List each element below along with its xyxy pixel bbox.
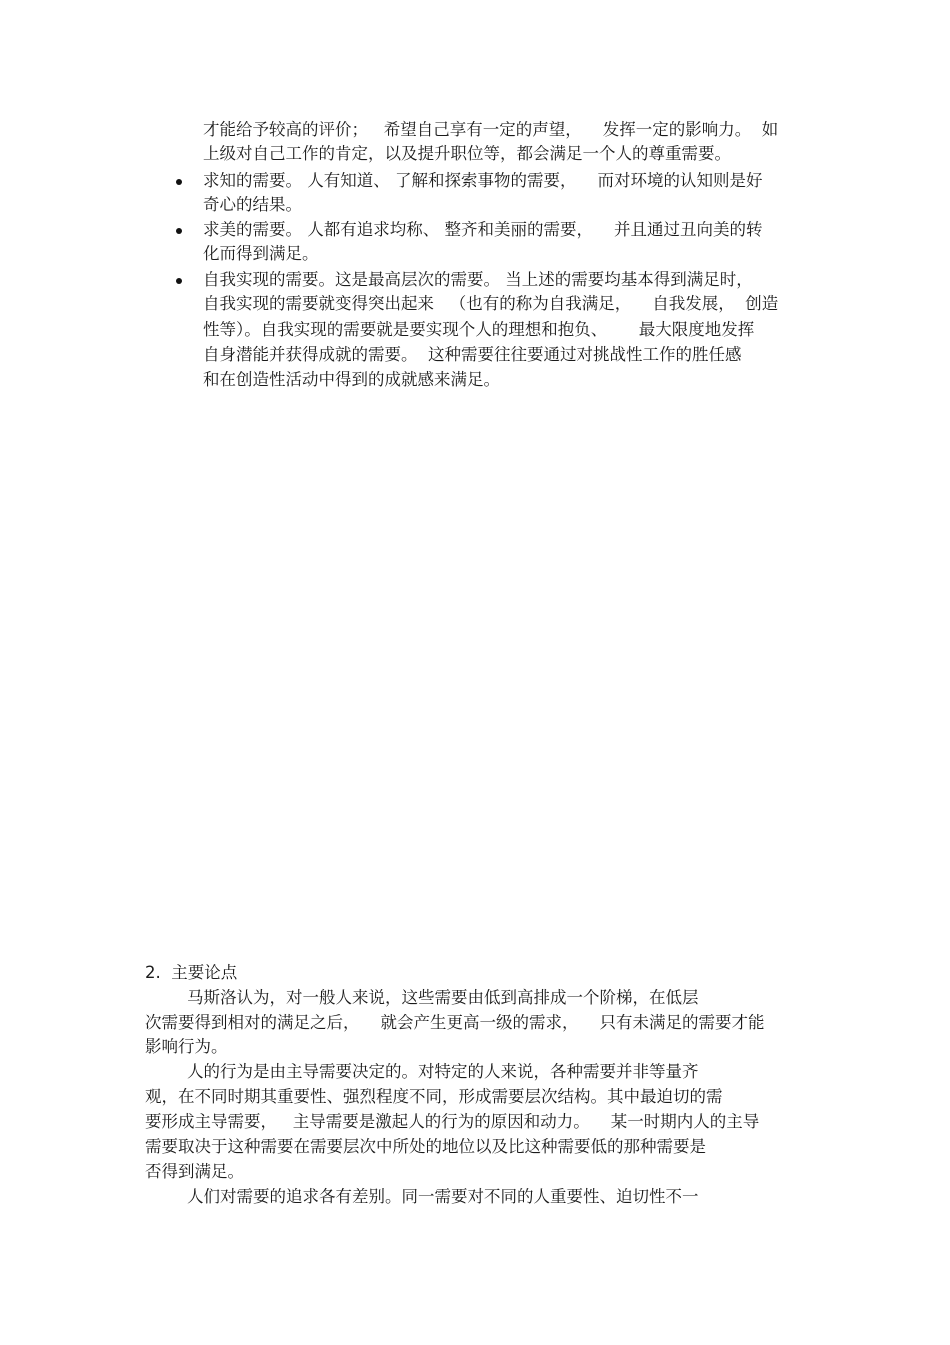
bullet-item-line: 化而得到满足。 bbox=[203, 244, 319, 263]
paragraph-line: 上级对自己工作的肯定，以及提升职位等，都会满足一个人的尊重需要。 bbox=[203, 144, 731, 163]
section-heading: 2. 主要论点 bbox=[145, 963, 238, 982]
paragraph-line: 否得到满足。 bbox=[145, 1162, 244, 1181]
bullet-item-line: 自身潜能并获得成就的需要。 这种需要往往要通过对挑战性工作的胜任感 bbox=[203, 345, 742, 364]
paragraph-line: 人们对需要的追求各有差别。同一需要对不同的人重要性、迫切性不一 bbox=[145, 1187, 699, 1206]
bullet-item-line: 自我实现的需要就变得突出起来 （也有的称为自我满足， 自我发展， 创造 bbox=[203, 294, 779, 313]
bullet-item-line: 和在创造性活动中得到的成就感来满足。 bbox=[203, 370, 500, 389]
paragraph-line: 次需要得到相对的满足之后， 就会产生更高一级的需求， 只有未满足的需要才能 bbox=[145, 1013, 765, 1032]
paragraph-line: 需要取决于这种需要在需要层次中所处的地位以及比这种需要低的那种需要是 bbox=[145, 1137, 706, 1156]
bullet-item-line: 自我实现的需要。这是最高层次的需要。 当上述的需要均基本得到满足时， bbox=[203, 270, 753, 289]
paragraph-line: 影响行为。 bbox=[145, 1037, 228, 1056]
bullet-item-line: 求美的需要。 人都有追求均称、 整齐和美丽的需要， 并且通过丑向美的转 bbox=[203, 220, 763, 239]
bullet-marker bbox=[176, 179, 182, 185]
paragraph-line: 人的行为是由主导需要决定的。对特定的人来说，各种需要并非等量齐 bbox=[145, 1062, 699, 1081]
bullet-marker bbox=[176, 278, 182, 284]
bullet-item-line: 求知的需要。 人有知道、 了解和探索事物的需要， 而对环境的认知则是好 bbox=[203, 171, 763, 190]
paragraph-line: 才能给予较高的评价； 希望自己享有一定的声望， 发挥一定的影响力。 如 bbox=[203, 120, 779, 139]
paragraph-line: 观，在不同时期其重要性、强烈程度不同，形成需要层次结构。其中最迫切的需 bbox=[145, 1087, 723, 1106]
bullet-item-line: 性等）。自我实现的需要就是要实现个人的理想和抱负、 最大限度地发挥 bbox=[203, 320, 755, 339]
paragraph-line: 要形成主导需要， 主导需要是激起人的行为的原因和动力。 某一时期内人的主导 bbox=[145, 1112, 760, 1131]
bullet-item-line: 奇心的结果。 bbox=[203, 195, 302, 214]
bullet-marker bbox=[176, 228, 182, 234]
paragraph-line: 马斯洛认为，对一般人来说，这些需要由低到高排成一个阶梯，在低层 bbox=[145, 988, 699, 1007]
